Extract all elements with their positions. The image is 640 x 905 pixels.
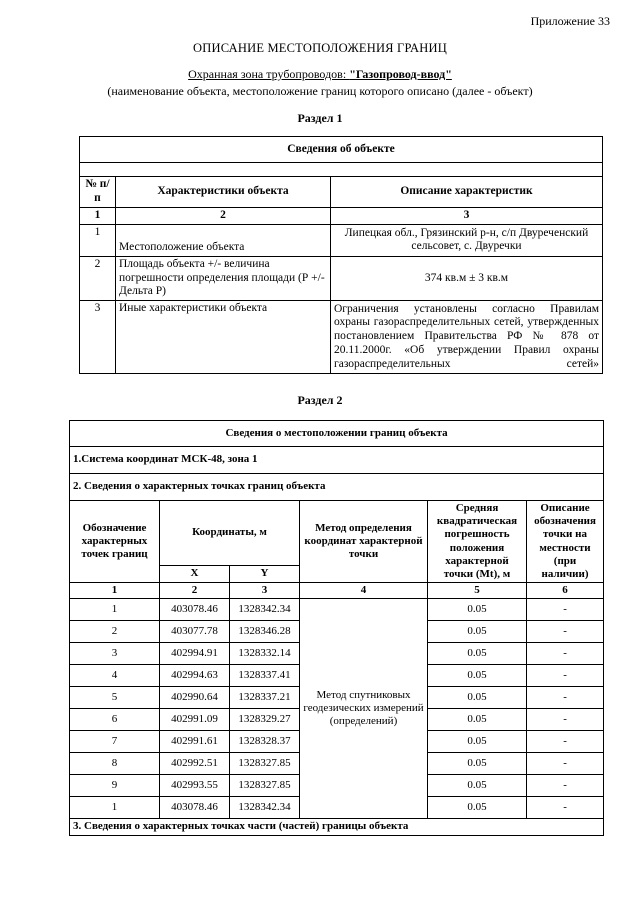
point-desc: -	[527, 709, 604, 731]
point-y: 1328346.28	[230, 621, 300, 643]
section2-label: Раздел 2	[297, 393, 343, 407]
point-desc: -	[527, 731, 604, 753]
col-index: 1	[80, 208, 116, 225]
point-x: 402992.51	[160, 753, 230, 775]
point-error: 0.05	[428, 665, 527, 687]
document-title: ОПИСАНИЕ МЕСТОПОЛОЖЕНИЯ ГРАНИЦ	[193, 41, 447, 55]
object-prefix: Охранная зона трубопроводов:	[188, 67, 350, 81]
col-header-desc: Описание характеристик	[331, 177, 603, 208]
point-desc: -	[527, 797, 604, 819]
coord-system: 1.Система координат МСК-48, зона 1	[70, 447, 604, 474]
point-error: 0.05	[428, 621, 527, 643]
points-heading: 2. Сведения о характерных точках границ объекта	[70, 474, 604, 501]
table-row	[70, 599, 604, 621]
point-error: 0.05	[428, 797, 527, 819]
point-desc: -	[527, 753, 604, 775]
point-error: 0.05	[428, 731, 527, 753]
point-x: 402990.64	[160, 687, 230, 709]
row-desc: 374 кв.м ± 3 кв.м	[331, 256, 603, 300]
point-error: 0.05	[428, 753, 527, 775]
point-id: 5	[70, 687, 160, 709]
point-error: 0.05	[428, 599, 527, 621]
col-header-num: № п/п	[80, 177, 116, 208]
row-desc: Липецкая обл., Грязинский р-н, с/п Двуреченский сельсовет, с. Двуречки	[331, 224, 603, 256]
object-note: (наименование объекта, местоположение границ которого описано (далее - объект)	[107, 84, 533, 98]
row-num: 2	[80, 256, 116, 300]
point-id: 8	[70, 753, 160, 775]
point-y: 1328337.41	[230, 665, 300, 687]
point-x: 403077.78	[160, 621, 230, 643]
point-x: 402993.55	[160, 775, 230, 797]
table-row	[80, 256, 603, 300]
object-info-table	[79, 136, 603, 374]
point-desc: -	[527, 775, 604, 797]
col-header-coords: Координаты, м	[160, 501, 300, 566]
col-index: 6	[527, 583, 604, 599]
point-x: 403078.46	[160, 797, 230, 819]
col-index: 2	[160, 583, 230, 599]
point-y: 1328342.34	[230, 599, 300, 621]
col-header-x: X	[160, 565, 230, 582]
point-desc: -	[527, 599, 604, 621]
point-error: 0.05	[428, 687, 527, 709]
boundary-table	[69, 420, 604, 836]
row-char: Иные характеристики объекта	[116, 301, 331, 374]
point-x: 402991.61	[160, 731, 230, 753]
point-y: 1328332.14	[230, 643, 300, 665]
point-desc: -	[527, 643, 604, 665]
spacer-row	[80, 163, 603, 177]
point-desc: -	[527, 621, 604, 643]
point-y: 1328328.37	[230, 731, 300, 753]
point-error: 0.05	[428, 775, 527, 797]
row-num: 1	[80, 224, 116, 256]
point-id: 7	[70, 731, 160, 753]
col-index: 3	[331, 208, 603, 225]
point-y: 1328327.85	[230, 775, 300, 797]
point-id: 3	[70, 643, 160, 665]
table-title: Сведения о местоположении границ объекта	[70, 421, 604, 447]
row-num: 3	[80, 301, 116, 374]
parts-heading: 3. Сведения о характерных точках части (частей) границы объекта	[70, 819, 604, 835]
table-row	[80, 224, 603, 256]
point-x: 402991.09	[160, 709, 230, 731]
point-error: 0.05	[428, 709, 527, 731]
point-y: 1328337.21	[230, 687, 300, 709]
col-index: 4	[300, 583, 428, 599]
col-header-point: Обозначение характерных точек границ	[70, 501, 160, 583]
col-index: 1	[70, 583, 160, 599]
point-id: 9	[70, 775, 160, 797]
point-x: 403078.46	[160, 599, 230, 621]
point-x: 402994.63	[160, 665, 230, 687]
col-header-char: Характеристики объекта	[116, 177, 331, 208]
point-id: 1	[70, 599, 160, 621]
point-id: 2	[70, 621, 160, 643]
row-desc: Ограничения установлены согласно Правилам охраны газораспределительных сетей, утвержденных постановлением Правительства РФ № 878 от 20.11.2000г. «Об утверждении Правил охраны газораспределительных сетей»	[331, 301, 603, 374]
col-header-method: Метод определения координат характерной точки	[300, 501, 428, 583]
object-line	[0, 67, 640, 82]
table-row	[80, 301, 603, 374]
object-name: "Газопровод-ввод"	[349, 67, 452, 81]
point-id: 4	[70, 665, 160, 687]
point-id: 1	[70, 797, 160, 819]
point-desc: -	[527, 687, 604, 709]
section1-label: Раздел 1	[297, 111, 343, 125]
method-cell: Метод спутниковых геодезических измерений (определений)	[300, 599, 428, 819]
point-x: 402994.91	[160, 643, 230, 665]
point-error: 0.05	[428, 643, 527, 665]
col-header-y: Y	[230, 565, 300, 582]
row-char: Местоположение объекта	[116, 224, 331, 256]
col-index: 3	[230, 583, 300, 599]
point-y: 1328327.85	[230, 753, 300, 775]
col-index: 2	[116, 208, 331, 225]
appendix-label: Приложение 33	[530, 14, 610, 28]
point-y: 1328329.27	[230, 709, 300, 731]
table-title: Сведения об объекте	[80, 137, 603, 163]
col-index: 5	[428, 583, 527, 599]
row-char: Площадь объекта +/- величина погрешности определения площади (Р +/- Дельта Р)	[116, 256, 331, 300]
point-desc: -	[527, 665, 604, 687]
point-y: 1328342.34	[230, 797, 300, 819]
col-header-error: Средняя квадратическая погрешность положения характерной точки (Mt), м	[428, 501, 527, 583]
point-id: 6	[70, 709, 160, 731]
col-header-desc: Описание обозначения точки на местности (при наличии)	[527, 501, 604, 583]
